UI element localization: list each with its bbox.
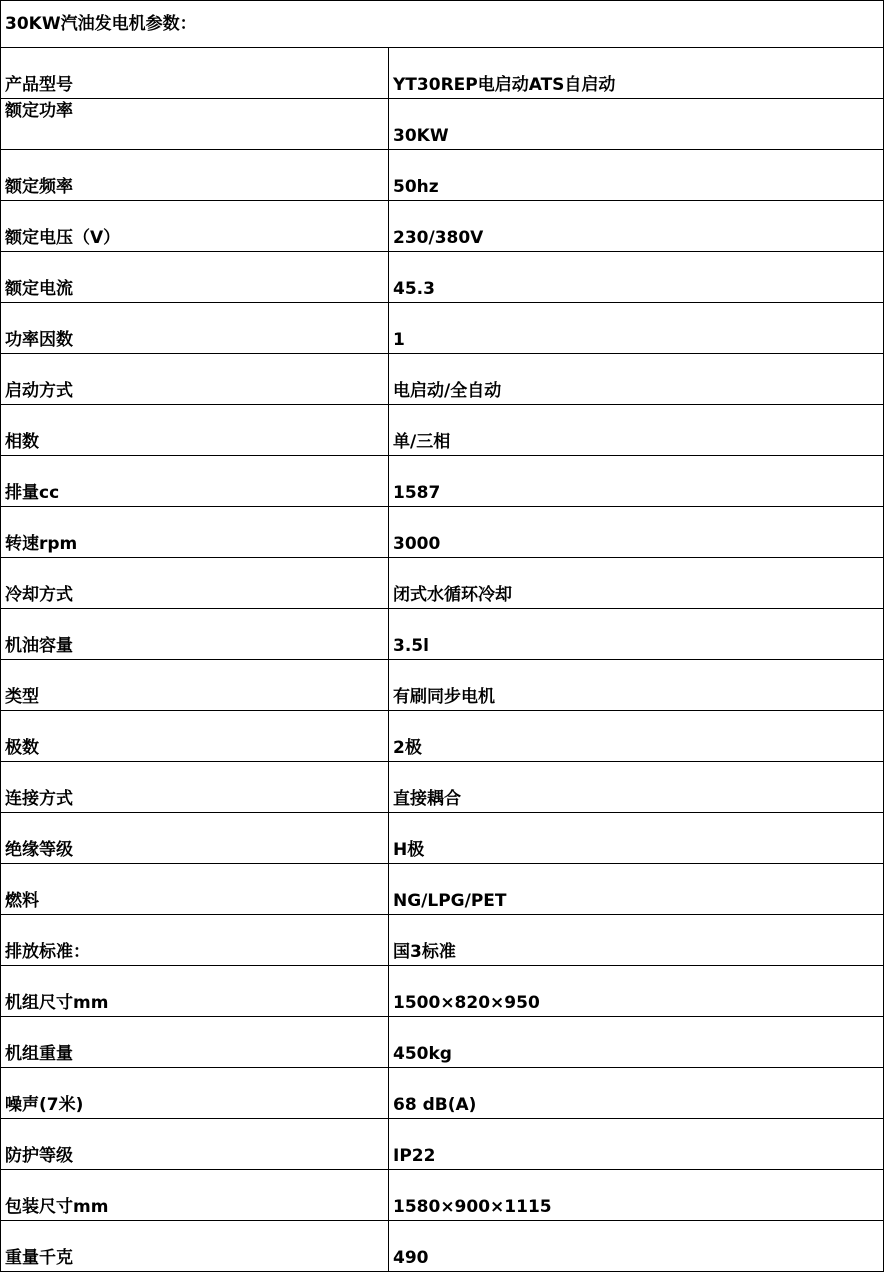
table-row: [1, 48, 884, 99]
spec-value: 电启动/全自动: [389, 354, 884, 405]
spec-value: H极: [389, 813, 884, 864]
spec-label: 产品型号: [1, 48, 389, 99]
spec-value: NG/LPG/PET: [389, 864, 884, 915]
table-row: [1, 303, 884, 354]
spec-label: 排放标准：: [1, 915, 389, 966]
table-row: [1, 1119, 884, 1170]
spec-value: 1580×900×1115: [389, 1170, 884, 1221]
spec-label: 重量千克: [1, 1221, 389, 1272]
spec-label: 功率因数: [1, 303, 389, 354]
table-row: [1, 558, 884, 609]
table-row: [1, 1017, 884, 1068]
spec-value: 1500×820×950: [389, 966, 884, 1017]
spec-label: 额定电压（V）: [1, 201, 389, 252]
table-row: [1, 966, 884, 1017]
spec-label: 机油容量: [1, 609, 389, 660]
table-row: [1, 99, 884, 150]
table-row: [1, 864, 884, 915]
table-row: [1, 405, 884, 456]
spec-value: 45.3: [389, 252, 884, 303]
spec-value: 1: [389, 303, 884, 354]
spec-label: 类型: [1, 660, 389, 711]
spec-label: 连接方式: [1, 762, 389, 813]
spec-label: 额定电流: [1, 252, 389, 303]
spec-value: IP22: [389, 1119, 884, 1170]
spec-label: 机组尺寸mm: [1, 966, 389, 1017]
table-row: [1, 660, 884, 711]
spec-label: 绝缘等级: [1, 813, 389, 864]
spec-label: 极数: [1, 711, 389, 762]
table-row: [1, 609, 884, 660]
spec-value: YT30REP电启动ATS自启动: [389, 48, 884, 99]
spec-value: 68 dB(A): [389, 1068, 884, 1119]
spec-value: 国3标准: [389, 915, 884, 966]
table-row: [1, 915, 884, 966]
table-row: [1, 1068, 884, 1119]
table-row: [1, 762, 884, 813]
spec-value: 3000: [389, 507, 884, 558]
spec-label: 排量cc: [1, 456, 389, 507]
spec-value: 3.5l: [389, 609, 884, 660]
table-row: [1, 711, 884, 762]
spec-value: 30KW: [389, 99, 884, 150]
spec-label: 转速rpm: [1, 507, 389, 558]
spec-value: 1587: [389, 456, 884, 507]
spec-label: 燃料: [1, 864, 389, 915]
spec-value: 单/三相: [389, 405, 884, 456]
table-row: [1, 150, 884, 201]
spec-value: 450kg: [389, 1017, 884, 1068]
table-row: [1, 1170, 884, 1221]
spec-value: 直接耦合: [389, 762, 884, 813]
spec-label: 冷却方式: [1, 558, 389, 609]
table-title-row: [1, 1, 884, 48]
table-row: [1, 1221, 884, 1272]
table-row: [1, 456, 884, 507]
spec-value: 50hz: [389, 150, 884, 201]
spec-value: 闭式水循环冷却: [389, 558, 884, 609]
spec-label: 包装尺寸mm: [1, 1170, 389, 1221]
table-row: [1, 507, 884, 558]
spec-value: 有刷同步电机: [389, 660, 884, 711]
spec-label: 启动方式: [1, 354, 389, 405]
table-row: [1, 813, 884, 864]
table-row: [1, 354, 884, 405]
spec-label: 防护等级: [1, 1119, 389, 1170]
spec-label: 额定频率: [1, 150, 389, 201]
spec-value: 490: [389, 1221, 884, 1272]
spec-label: 噪声(7米): [1, 1068, 389, 1119]
table-title: 30KW汽油发电机参数：: [1, 1, 884, 48]
spec-value: 230/380V: [389, 201, 884, 252]
table-row: [1, 201, 884, 252]
spec-label: 机组重量: [1, 1017, 389, 1068]
spec-value: 2极: [389, 711, 884, 762]
table-row: [1, 252, 884, 303]
spec-label: 额定功率: [1, 99, 389, 150]
spec-label: 相数: [1, 405, 389, 456]
